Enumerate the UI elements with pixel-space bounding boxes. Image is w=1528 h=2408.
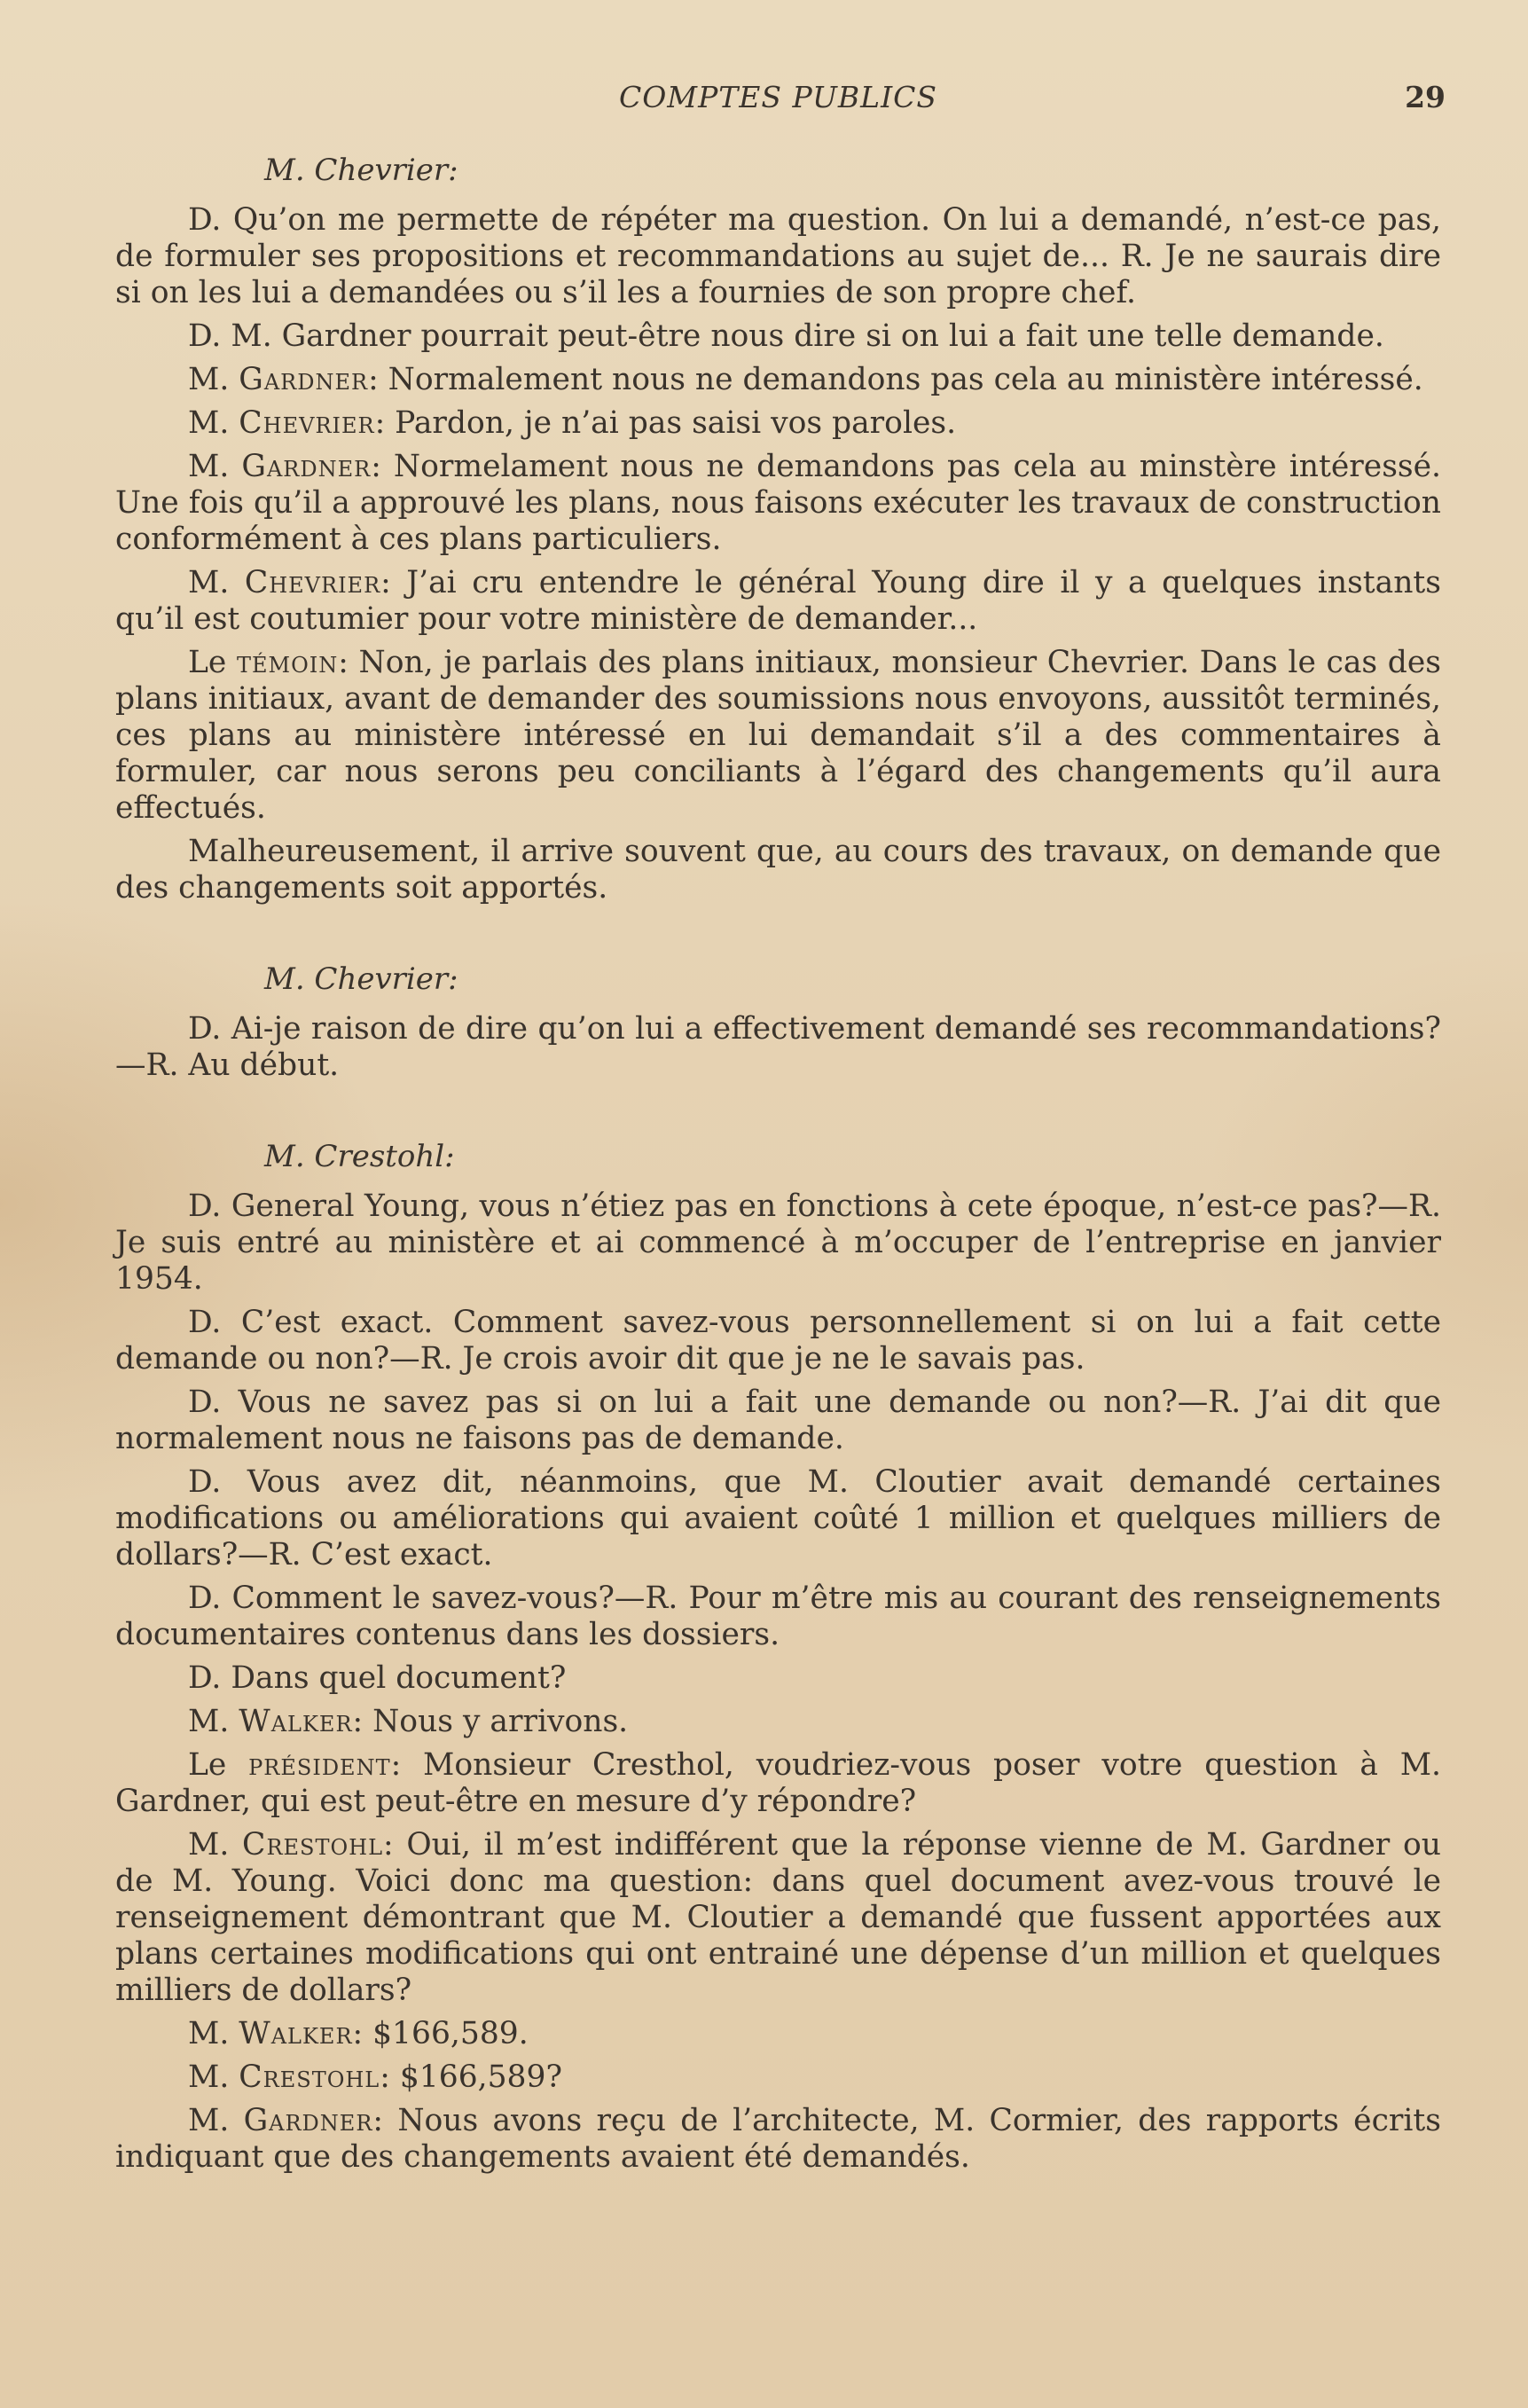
speaker-name: Gardner — [239, 362, 369, 397]
paragraph: D. C’est exact. Comment savez-vous personnellement si on lui a fait cette demande ou non?—R. Je crois avoir dit que je ne le savais pas. — [115, 1305, 1441, 1377]
paragraph: Le témoin: Non, je parlais des plans initiaux, monsieur Chevrier. Dans le cas des plans initiaux, avant de demander des soumissions nous envoyons, aussitôt terminés, ces plans au ministère intéressé en lui demandait s’il a des commentaires à formuler, car nous serons peu conciliants à l’égard des changements qu’il aura effectués. — [115, 645, 1441, 826]
speaker-name: Crestohl — [239, 2059, 380, 2095]
paragraph: M. Gardner: Normalement nous ne demandons pas cela au ministère intéressé. — [188, 362, 1423, 397]
paragraph: M. Gardner: Nous avons reçu de l’architecte, M. Cormier, des rapports écrits indiquant que des changements avaient été demandés. — [115, 2103, 1441, 2175]
paragraph: M. Gardner: Normelament nous ne demandons pas cela au minstère intéressé. Une fois qu’il a approuvé les plans, nous faisons exécuter les travaux de construction conformément à ces plans particuliers. — [115, 449, 1441, 557]
speaker-name: Walker — [239, 1704, 353, 1739]
section-speaker: M. Crestohl: — [264, 1139, 455, 1174]
paragraph: D. Ai-je raison de dire qu’on lui a effectivement demandé ses recommandations?—R. Au début. — [115, 1011, 1441, 1083]
paragraph: M. Walker: $166,589. — [188, 2016, 529, 2051]
paragraph: Malheureusement, il arrive souvent que, au cours des travaux, on demande que des changements soit apportés. — [115, 834, 1441, 906]
paragraph: D. General Young, vous n’étiez pas en fonctions à cete époque, n’est-ce pas?—R. Je suis entré au ministère et ai commencé à m’occuper de l’entreprise en janvier 1954. — [115, 1188, 1441, 1297]
page-header — [115, 71, 1446, 133]
speaker-name: Chevrier — [244, 565, 381, 600]
speaker-name: Gardner — [243, 2103, 373, 2138]
paragraph: D. Comment le savez-vous?—R. Pour m’être mis au courant des renseignements documentaires contenus dans les dossiers. — [115, 1580, 1441, 1652]
paragraph: M. Chevrier: J’ai cru entendre le général Young dire il y a quelques instants qu’il est coutumier pour votre ministère de demander... — [115, 565, 1441, 637]
paragraph: D. M. Gardner pourrait peut-être nous dire si on lui a fait une telle demande. — [188, 318, 1384, 354]
running-title: COMPTES PUBLICS — [619, 80, 937, 114]
paragraph: M. Walker: Nous y arrivons. — [188, 1704, 629, 1739]
paragraph: D. Qu’on me permette de répéter ma question. On lui a demandé, n’est-ce pas, de formuler ses propositions et recommandations au sujet de... R. Je ne saurais dire si on les lui a demandées ou s’il les a fournies de son propre chef. — [115, 202, 1441, 310]
section-speaker: M. Chevrier: — [264, 153, 458, 188]
document-page — [115, 71, 1446, 2183]
speaker-name: Walker — [239, 2016, 353, 2051]
paragraph: M. Chevrier: Pardon, je n’ai pas saisi vos paroles. — [188, 405, 957, 441]
section-speaker: M. Chevrier: — [264, 961, 458, 997]
paragraph: D. Vous ne savez pas si on lui a fait une demande ou non?—R. J’ai dit que normalement nous ne faisons pas de demande. — [115, 1384, 1441, 1456]
paragraph: Le président: Monsieur Cresthol, voudriez-vous poser votre question à M. Gardner, qui est peut-être en mesure d’y répondre? — [115, 1747, 1441, 1819]
page-number: 29 — [1405, 80, 1446, 114]
paragraph: D. Dans quel document? — [188, 1660, 567, 1696]
paragraph: M. Crestohl: $166,589? — [188, 2059, 562, 2095]
speaker-name: Crestohl — [242, 1827, 384, 1863]
speaker-name: Gardner — [241, 449, 372, 484]
speaker-name: témoin — [237, 645, 339, 680]
paragraph: M. Crestohl: Oui, il m’est indifférent que la réponse vienne de M. Gardner ou de M. Young. Voici donc ma question: dans quel document avez-vous trouvé le renseignement démontrant que M. Cloutier a demandé que fussent apportées aux plans certaines modifications qui ont entrainé une dépense d’un million et quelques milliers de dollars? — [115, 1827, 1441, 2008]
speaker-name: président — [248, 1747, 391, 1783]
speaker-name: Chevrier — [239, 405, 375, 441]
paragraph: D. Vous avez dit, néanmoins, que M. Cloutier avait demandé certaines modifications ou améliorations qui avaient coûté 1 million et quelques milliers de dollars?—R. C’est exact. — [115, 1464, 1441, 1573]
